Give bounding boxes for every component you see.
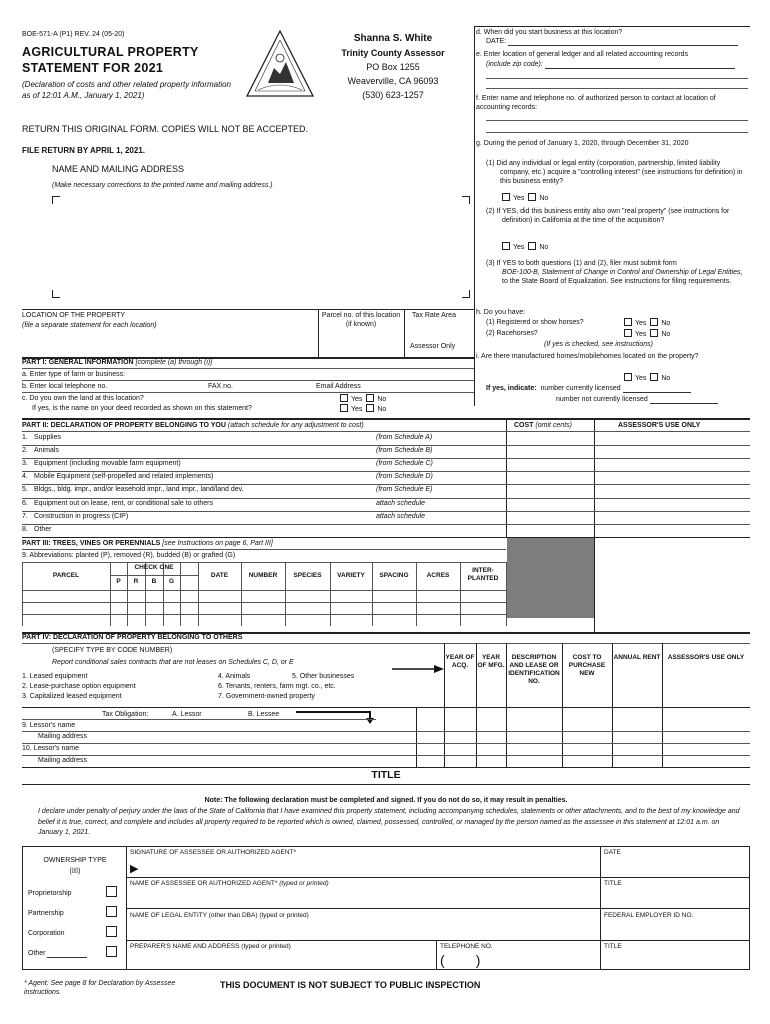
code-6: 6. Tenants, renters, farm mgt. co., etc.: [218, 683, 336, 690]
declaration-text: I declare under penalty of perjury under the laws of the State of California that I have examined this property statement, including accompanying schedules, statements or other attachments, and to the best of my knowledge and belief it is true, correct, and complete and includes all property required to be reported which is owned, claimed, possessed, controlled, or managed by the person named as the assessee in this statement at 12:01 a.m. on January 1, 2021.: [38, 808, 740, 836]
question-g: g. During the period of January 1, 2020, through December 31, 2020: [476, 140, 689, 147]
parcel-field[interactable]: [320, 332, 402, 354]
declaration-note: Note: The following declaration must be completed and signed. If you do not do so, it may result in penalties.: [204, 797, 568, 804]
question-h2: (2) Racehorses?: [486, 330, 538, 337]
form-subtitle: (Declaration of costs and other related property information as of 12:01 A.M., January 1, 2021): [22, 80, 231, 100]
check-p-header: P: [116, 578, 121, 585]
lessor-10-mailing: Mailing address: [38, 757, 88, 764]
code-5: 5. Other businesses: [292, 673, 355, 680]
assessor-phone: (530) 623-1257: [362, 90, 424, 100]
other-checkbox[interactable]: [106, 946, 117, 957]
ownership-partnership: Partnership: [28, 910, 64, 917]
question-g1: (1) Did any individual or legal entity (corporation, partnership, limited liability company, etc.) acquire a "controlling interest" (see instructions for definition) in this business entity?: [486, 160, 743, 185]
check-one-header: CHECK ONE: [134, 564, 174, 571]
tax-obligation-label: Tax Obligation:: [102, 711, 149, 718]
preparer-label: PREPARER'S NAME AND ADDRESS (typed or printed): [130, 943, 291, 950]
part2-item-number: 8.: [22, 525, 28, 533]
part3-title: PART III: TREES, VINES OR PERENNIALS [see Instructions on page 6, Part III]: [22, 540, 273, 547]
location-note: (file a separate statement for each location): [22, 322, 157, 329]
name-agent-field[interactable]: [130, 890, 596, 907]
form-title-line1: AGRICULTURAL PROPERTY: [22, 45, 199, 59]
lessor-10-label: 10. Lessor's name: [22, 745, 79, 752]
part2-cost-field[interactable]: [508, 432, 593, 444]
part2-item-label: Construction in progress (CIP): [34, 512, 129, 520]
part2-item-schedule: attach schedule: [376, 512, 426, 520]
assessor-use-header: ASSESSOR'S USE ONLY: [618, 422, 701, 429]
sign-here-arrow-icon: ▶: [130, 863, 139, 875]
signature-field[interactable]: [144, 858, 596, 876]
form-title-line2: STATEMENT FOR 2021: [22, 61, 164, 75]
h2-checkboxes: Yes No: [624, 329, 670, 339]
part2-item-number: 4.: [22, 473, 28, 481]
i-yes-checkbox[interactable]: [624, 373, 632, 381]
c2-checkboxes: Yes No: [340, 404, 386, 414]
i-if-yes: If yes, indicate: number currently licensed: [486, 384, 691, 393]
g3-line1: (3) If YES to both questions (1) and (2), filer must submit form: [486, 260, 677, 267]
mailing-address-field[interactable]: [56, 200, 466, 294]
code-4: 4. Animals: [218, 673, 251, 680]
signature-label: SIGNATURE OF ASSESSEE OR AUTHORIZED AGENT*: [130, 849, 297, 856]
location-label: LOCATION OF THE PROPERTY: [22, 312, 126, 319]
question-d-date-label: DATE:: [486, 37, 738, 46]
start-date-field[interactable]: [508, 37, 738, 46]
arrow-right-icon: [392, 664, 446, 678]
part4-report: Report conditional sales contracts that are not leases on Schedules C, D, or E: [52, 659, 294, 666]
check-r-header: R: [133, 578, 139, 585]
part2-item-label: Other: [34, 525, 52, 533]
part2-cost-field[interactable]: [508, 445, 593, 457]
contact-person-field[interactable]: [486, 120, 748, 121]
part3-abbrev: 9. Abbreviations: planted (P), removed (R), budded (B) or grafted (G): [22, 552, 236, 559]
part2-item-number: 2.: [22, 447, 28, 455]
h1-checkboxes: Yes No: [624, 318, 670, 328]
fein-field[interactable]: [604, 922, 748, 939]
number-header: NUMBER: [248, 572, 278, 579]
other-ownership-field[interactable]: [47, 949, 87, 958]
part2-item-number: 5.: [22, 486, 28, 494]
fein-label: FEDERAL EMPLOYER ID NO.: [604, 912, 694, 919]
legal-entity-field[interactable]: [130, 922, 596, 939]
fax-label: FAX no.: [208, 383, 233, 390]
h1-no-checkbox[interactable]: [650, 318, 658, 326]
telephone-label: TELEPHONE NO.: [440, 943, 493, 950]
part2-cost-field[interactable]: [508, 498, 593, 510]
date-label: DATE: [604, 849, 621, 856]
check-g-header: G: [168, 578, 175, 585]
partnership-checkbox[interactable]: [106, 906, 117, 917]
acres-header: ACRES: [426, 572, 450, 579]
ledger-location-field[interactable]: [545, 60, 735, 69]
part2-item-schedule: (from Schedule D): [376, 473, 433, 481]
spacing-header: SPACING: [379, 572, 409, 579]
part2-item-label: Bldgs., bldg. impr., and/or leasehold impr., land impr., land/land dev.: [34, 486, 244, 494]
g2-no-checkbox[interactable]: [528, 242, 536, 250]
description-header: DESCRIPTION AND LEASE OR IDENTIFICATION NO.: [508, 654, 560, 685]
part2-item-label: Supplies: [34, 434, 61, 441]
assessor-address2: Weaverville, CA 96093: [347, 76, 439, 86]
question-i: i. Are there manufactured homes/mobilehomes located on the property?: [476, 353, 699, 360]
question-g3: [486, 259, 748, 286]
ownership-other: Other: [28, 949, 87, 958]
telephone-field[interactable]: ( ): [440, 952, 481, 968]
code-3: 3. Capitalized leased equipment: [22, 693, 122, 700]
date-field[interactable]: [604, 858, 748, 876]
assessor-only-label: Assessor Only: [410, 343, 456, 350]
g2-yes-checkbox[interactable]: [502, 242, 510, 250]
preparer-field[interactable]: [130, 952, 432, 969]
date-header: DATE: [210, 572, 229, 579]
question-f: f. Enter name and telephone no. of authorized person to contact at location of accounting records:: [476, 95, 716, 111]
parcel-header: PARCEL: [52, 572, 80, 579]
i-not-licensed: number not currently licensed: [556, 395, 718, 404]
part2-item-label: Mobile Equipment (self-propelled and related implements): [34, 473, 214, 481]
part2-item-schedule: (from Schedule E): [376, 486, 433, 494]
part4-specify: (SPECIFY TYPE BY CODE NUMBER): [52, 647, 173, 654]
code-7: 7. Government-owned property: [218, 693, 315, 700]
h1-yes-checkbox[interactable]: [624, 318, 632, 326]
part2-cost-field[interactable]: [508, 524, 593, 536]
part1-title: PART I: GENERAL INFORMATION [complete (a) through (i)]: [22, 359, 213, 366]
part2-cost-field[interactable]: [508, 484, 593, 496]
assessor-use-header-p4: ASSESSOR'S USE ONLY: [667, 654, 745, 661]
species-header: SPECIES: [293, 572, 322, 579]
part2-item-label: Animals: [34, 447, 59, 455]
corporation-checkbox[interactable]: [106, 926, 117, 937]
variety-header: VARIETY: [337, 572, 365, 579]
part2-item-label: Equipment (including movable farm equipment): [34, 460, 181, 468]
year-mfg-header: YEAR OF MFG.: [477, 654, 505, 669]
assessor-office: Trinity County Assessor: [341, 48, 445, 58]
part2-item-schedule: (from Schedule C): [376, 460, 433, 468]
part2-title: PART II: DECLARATION OF PROPERTY BELONGING TO YOU (attach schedule for any adjustment to cost): [22, 422, 364, 429]
annual-rent-header: ANNUAL RENT: [613, 654, 661, 661]
title2-label: TITLE: [604, 943, 622, 950]
part2-item-number: 3.: [22, 460, 28, 468]
lessor-9-mailing: Mailing address: [38, 733, 88, 740]
part3-entry-row[interactable]: [24, 591, 504, 601]
part2-item-number: 1.: [22, 434, 28, 441]
g3-line3: to the State Board of Equalization. See instructions for filing requirements.: [502, 278, 732, 285]
question-d: d. When did you start business at this location?: [476, 29, 623, 36]
assessor-address1: PO Box 1255: [366, 62, 420, 72]
email-label: Email Address: [316, 383, 361, 390]
assessor-name: Shanna S. White: [353, 33, 433, 44]
part2-item-number: 6.: [22, 499, 28, 507]
year-acq-header: YEAR OF ACQ.: [445, 654, 475, 669]
proprietorship-checkbox[interactable]: [106, 886, 117, 897]
question-h1: (1) Registered or show horses?: [486, 319, 584, 326]
part2-item-number: 7.: [22, 512, 28, 520]
deed-yes-checkbox[interactable]: [340, 404, 348, 412]
part2-item-label: Equipment out on lease, rent, or conditional sale to others: [34, 499, 213, 507]
part1-c: c. Do you own the land at this location?: [22, 395, 144, 402]
public-inspection-notice: THIS DOCUMENT IS NOT SUBJECT TO PUBLIC INSPECTION: [220, 980, 481, 990]
part4-title: PART IV: DECLARATION OF PROPERTY BELONGING TO OTHERS: [22, 634, 243, 641]
form-id: BOE-571-A (P1) REV. 24 (05-20): [22, 31, 125, 38]
h2-yes-checkbox[interactable]: [624, 329, 632, 337]
own-land-yes-checkbox[interactable]: [340, 394, 348, 402]
parcel-label: Parcel no. of this location (if known): [321, 312, 401, 328]
i-checkboxes: Yes No: [624, 373, 670, 383]
part1-b: b. Enter local telephone no.: [22, 383, 108, 390]
name-mailing-label: NAME AND MAILING ADDRESS: [52, 164, 185, 174]
part2-item-schedule: (from Schedule A): [376, 434, 433, 441]
g2-checkboxes: Yes No: [502, 242, 548, 252]
part1-a: a. Enter type of farm or business:: [22, 371, 126, 378]
title-field[interactable]: [604, 890, 748, 907]
location-field[interactable]: [24, 332, 314, 354]
h-note: (If yes is checked, see instructions): [544, 341, 653, 348]
name-agent-label: NAME OF ASSESSEE OR AUTHORIZED AGENT* (typed or printed): [130, 880, 329, 887]
declaration-title: TITLE: [371, 769, 401, 781]
part3-shaded-cost: [507, 538, 594, 618]
lessee-option: B. Lessee: [248, 711, 280, 718]
i-no-checkbox[interactable]: [650, 373, 658, 381]
title-label: TITLE: [604, 880, 622, 887]
part3-entry-row[interactable]: [24, 603, 504, 613]
lessor-option: A. Lessor: [172, 711, 202, 718]
tax-rate-label: Tax Rate Area: [412, 312, 456, 319]
legal-entity-label: NAME OF LEGAL ENTITY (other than DBA) (typed or printed): [130, 912, 309, 919]
cost-header: COST (omit cents): [514, 422, 572, 429]
lessor-9-label: 9. Lessor's name: [22, 722, 76, 729]
question-h: h. Do you have:: [476, 309, 526, 316]
g1-yes-checkbox[interactable]: [502, 193, 510, 201]
part2-item-schedule: (from Schedule B): [376, 447, 433, 455]
deed-no-checkbox[interactable]: [366, 404, 374, 412]
assessor-block: [320, 32, 466, 102]
check-b-header: B: [151, 578, 157, 585]
preparer-title-field[interactable]: [604, 952, 748, 969]
part2-cost-field[interactable]: [508, 511, 593, 523]
c-checkboxes: Yes No: [340, 394, 386, 404]
licensed-count-field[interactable]: [623, 384, 691, 393]
g3-line2: BOE-100-B, Statement of Change in Control and Ownership of Legal Entities,: [502, 269, 743, 276]
question-e: e. Enter location of general ledger and all related accounting records: [476, 51, 689, 58]
name-mailing-note: (Make necessary corrections to the printed name and mailing address.): [52, 182, 273, 189]
ownership-corporation: Corporation: [28, 930, 65, 937]
question-e-note: (include zip code):: [486, 60, 735, 69]
own-land-no-checkbox[interactable]: [366, 394, 374, 402]
ownership-type-label: OWNERSHIP TYPE (☒): [43, 857, 107, 875]
part2-item-schedule: attach schedule: [376, 499, 426, 507]
arrow-right-icon: [296, 708, 378, 724]
cost-new-header: COST TO PURCHASE NEW: [568, 654, 606, 677]
file-by-notice: FILE RETURN BY APRIL 1, 2021.: [22, 146, 145, 155]
county-seal-icon: [244, 28, 316, 100]
not-licensed-count-field[interactable]: [650, 395, 718, 404]
h2-no-checkbox[interactable]: [650, 329, 658, 337]
ownership-proprietorship: Proprietorship: [28, 890, 72, 897]
code-2: 2. Lease-purchase option equipment: [22, 683, 136, 690]
g1-checkboxes: Yes No: [502, 193, 548, 203]
g1-no-checkbox[interactable]: [528, 193, 536, 201]
part2-cost-field[interactable]: [508, 458, 593, 470]
farm-type-field[interactable]: [160, 370, 470, 380]
part1-c2: If yes, is the name on your deed recorded as shown on this statement?: [32, 405, 252, 412]
part2-cost-field[interactable]: [508, 471, 593, 483]
question-g2: (2) If YES, did this business entity also own "real property" (see instructions for definition) in California at the time of the acquisition?: [486, 208, 730, 224]
return-notice: RETURN THIS ORIGINAL FORM. COPIES WILL NOT BE ACCEPTED.: [22, 124, 309, 134]
interplanted-header: INTER- PLANTED: [467, 567, 499, 582]
agent-note: * Agent: See page 8 for Declaration by Assessee instructions.: [24, 980, 176, 996]
part3-entry-row[interactable]: [24, 615, 504, 625]
code-1: 1. Leased equipment: [22, 673, 88, 680]
